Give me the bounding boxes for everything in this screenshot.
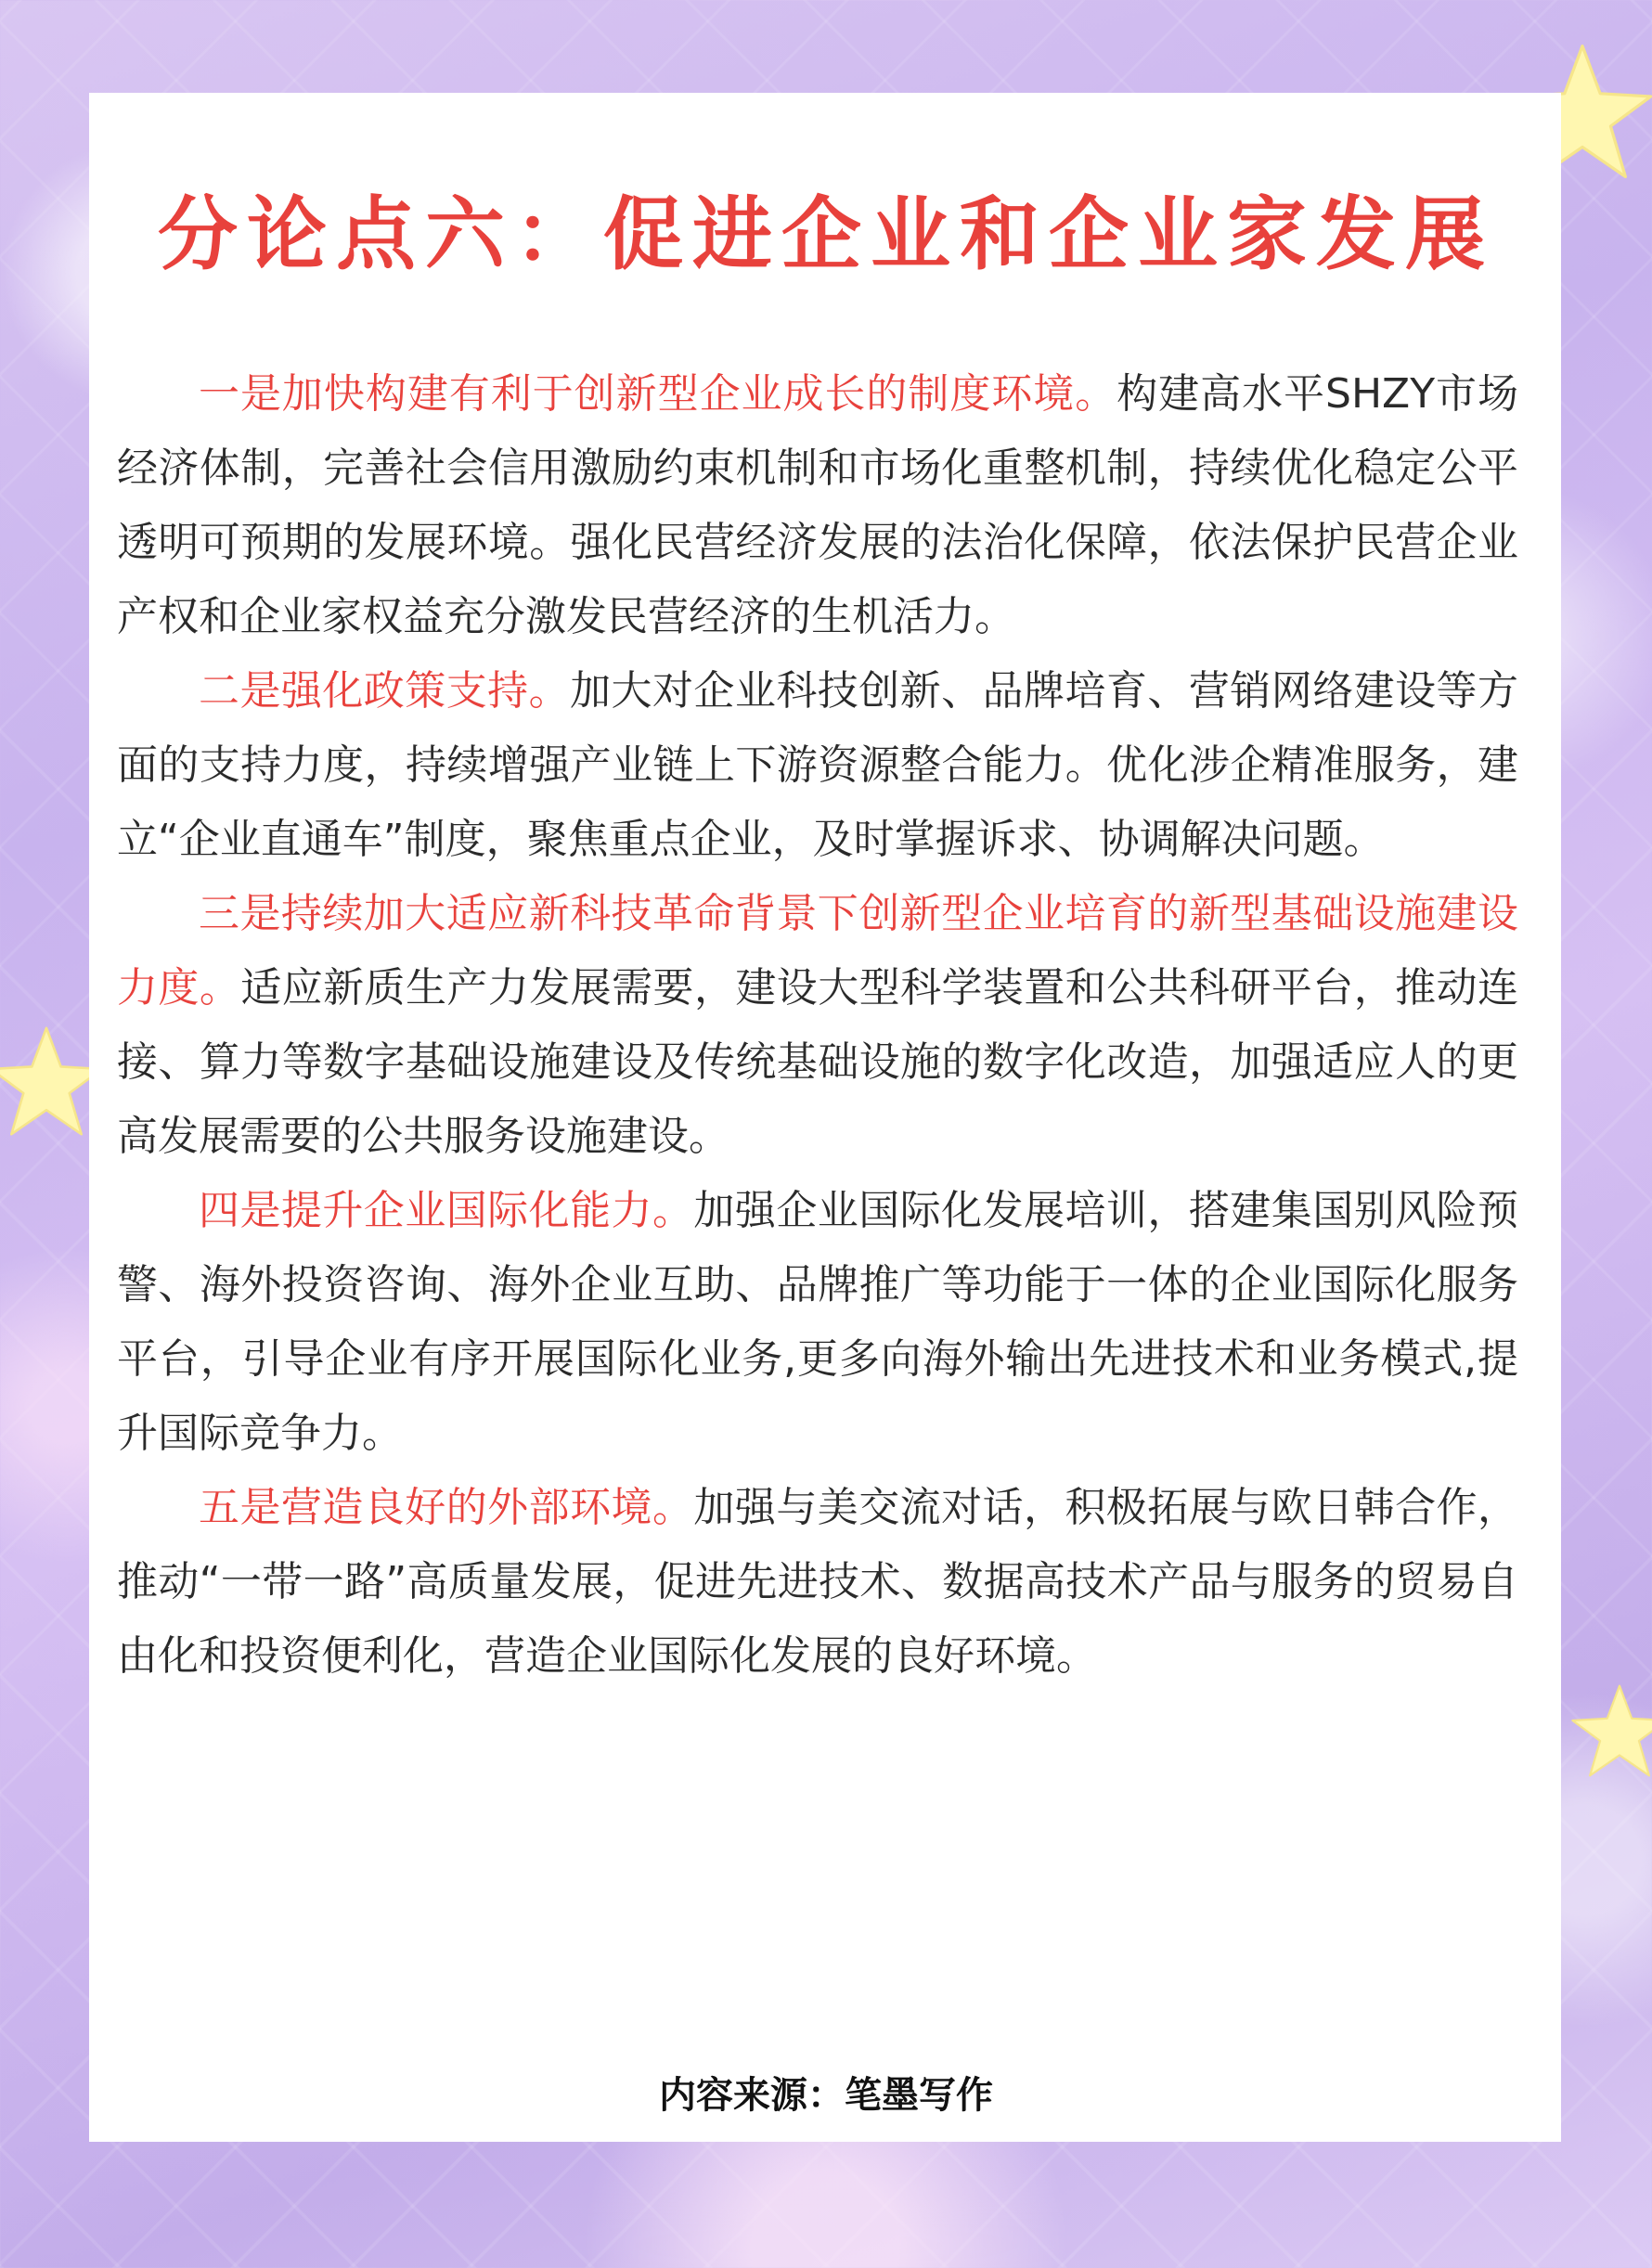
article-body — [117, 357, 1518, 1694]
paragraph-lead: 一是加快构建有利于创新型企业成长的制度环境。 — [199, 370, 1117, 418]
paragraph-text: 适应新质生产力发展需要，建设大型科学装置和公共科研平台，推动连接、算力等数字基础设施建设及传统基础设施的数字化改造，加强适应人的更高发展需要的公共服务设施建设。 — [117, 964, 1519, 1160]
paragraph-1 — [117, 357, 1518, 654]
paragraph-lead: 四是提升企业国际化能力。 — [199, 1187, 694, 1234]
paragraph-2 — [117, 654, 1518, 877]
paragraph-text: 加强企业国际化发展培训，搭建集国别风险预警、海外投资咨询、海外企业互助、品牌推广等功能于一体的企业国际化服务平台，引导企业有序开展国际化业务,更多向海外输出先进技术和业务模式,提升国际竞争力。 — [117, 1187, 1519, 1457]
paragraph-text: 加强与美交流对话，积极拓展与欧日韩合作，推动“一带一路”高质量发展，促进先进技术、数据高技术产品与服务的贸易自由化和投资便利化，营造企业国际化发展的良好环境。 — [117, 1484, 1519, 1680]
paragraph-lead: 三是持续加大适应新科技革命背景下创新型企业培育的新型基础设施建设力度。 — [117, 890, 1518, 1012]
page-title: 分论点六：促进企业和企业家发展 — [158, 187, 1494, 281]
content-source: 内容来源：笔墨写作 — [659, 2073, 993, 2117]
paragraph-3 — [117, 877, 1518, 1174]
paragraph-4 — [117, 1174, 1518, 1471]
paragraph-text: 构建高水平SHZY市场经济体制，完善社会信用激励约束机制和市场化重整机制，持续优化稳定公平透明可预期的发展环境。强化民营经济发展的法治化保障，依法保护民营企业产权和企业家权益充分激发民营经济的生机活力。 — [117, 370, 1519, 640]
paragraph-5 — [117, 1471, 1518, 1694]
paragraph-lead: 五是营造良好的外部环境。 — [199, 1484, 694, 1531]
star-decoration-icon — [1568, 1680, 1652, 1782]
paragraph-text: 加大对企业科技创新、品牌培育、营销网络建设等方面的支持力度，持续增强产业链上下游资源整合能力。优化涉企精准服务，建立“企业直通车”制度，聚焦重点企业，及时掌握诉求、协调解决问题。 — [117, 667, 1519, 863]
paragraph-lead: 二是强化政策支持。 — [199, 667, 571, 715]
